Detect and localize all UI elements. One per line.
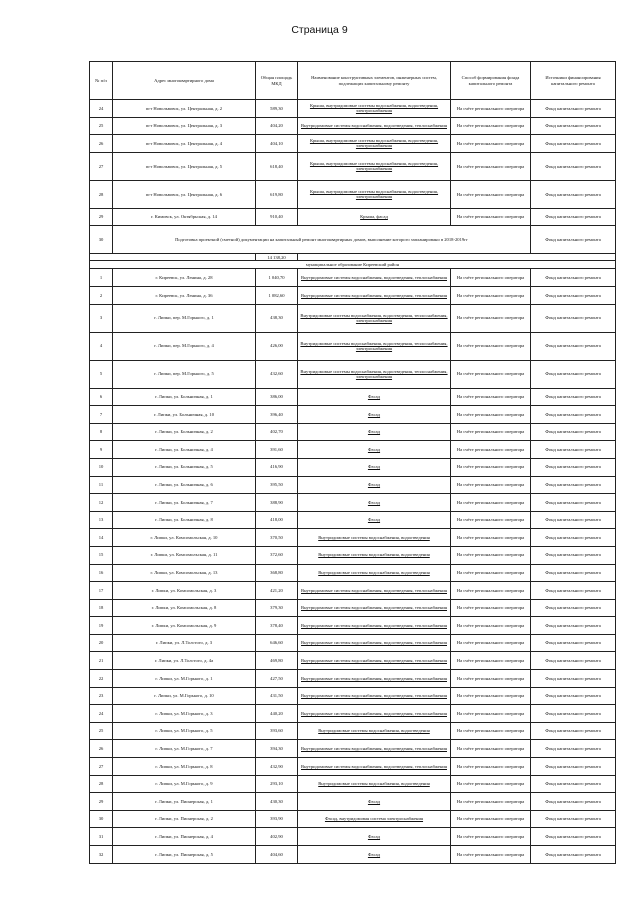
row-number: 26 [90,740,113,758]
table-row [90,441,616,459]
row-source: Фонд капитального ремонта [531,494,616,512]
row-source: Фонд капитального ремонта [531,304,616,332]
row-address: пгт Новольвовск, ул. Центральная, д. 6 [113,180,256,208]
row-number: 17 [90,582,113,600]
row-method: На счёте регионального оператора [451,529,531,547]
row-works: Фасад [298,423,451,441]
table-row [90,304,616,332]
row-source: Фонд капитального ремонта [531,775,616,793]
row-area: 378,40 [256,617,298,635]
table-row [90,269,616,287]
row-address: г. Липки, ул. Л.Толстого, д. 4а [113,652,256,670]
row-address: г. Липки, ул. Комсомольская, д. 10 [113,529,256,547]
row-area: 394,30 [256,740,298,758]
row-area: 368,80 [256,564,298,582]
row-number: 26 [90,135,113,153]
table-row [90,564,616,582]
row-address: г. Липки, ул. Комсомольская, д. 11 [113,546,256,564]
row-source: Фонд капитального ремонта [531,332,616,360]
row-area: 293,10 [256,775,298,793]
table-row [90,388,616,406]
table-row [90,135,616,153]
row-number: 27 [90,152,113,180]
row-source: Фонд капитального ремонта [531,180,616,208]
row-works: Внутридомовые системы водоснабжения, водоотведения, теплоснабжения [298,117,451,135]
row-number: 21 [90,652,113,670]
row-address: г. Киреевск, ул. Ленина, д. 36 [113,286,256,304]
table-row [90,332,616,360]
row-area: 1 040,70 [256,269,298,287]
row-source: Фонд капитального ремонта [531,360,616,388]
row-area: 427,50 [256,670,298,688]
row-source: Фонд капитального ремонта [531,617,616,635]
row-area: 393,90 [256,810,298,828]
row-method: На счёте регионального оператора [451,441,531,459]
row-area: 402,90 [256,828,298,846]
row-number: 28 [90,180,113,208]
row-number: 6 [90,388,113,406]
repair-program-table [89,61,616,864]
table-row [90,758,616,776]
row-area: 432,90 [256,758,298,776]
row-method: На счёте регионального оператора [451,117,531,135]
row-number: 23 [90,687,113,705]
row-source: Фонд капитального ремонта [531,564,616,582]
table-row [90,722,616,740]
row-source: Фонд капитального ремонта [531,226,616,254]
row-method: На счёте регионального оператора [451,740,531,758]
header-method: Способ формирования фонда капитального ремонта [451,62,531,100]
subtotal-spacer [298,254,616,261]
row-method: На счёте регионального оператора [451,286,531,304]
row-address: г. Липки, ул. М.Горького, д. 9 [113,775,256,793]
row-source: Фонд капитального ремонта [531,476,616,494]
row-method: На счёте регионального оператора [451,458,531,476]
row-area: 402,70 [256,423,298,441]
row-number: 24 [90,705,113,723]
row-method: На счёте регионального оператора [451,564,531,582]
row-number: 3 [90,304,113,332]
row-number: 8 [90,423,113,441]
table-row [90,476,616,494]
row-number: 14 [90,529,113,547]
row-number: 16 [90,564,113,582]
row-address: г. Липки, ул. М.Горького, д. 10 [113,687,256,705]
row-source: Фонд капитального ремонта [531,117,616,135]
table-row [90,286,616,304]
row-works: Внутридомовые системы водоснабжения, водоотведения [298,775,451,793]
row-number: 29 [90,793,113,811]
row-area: 430,30 [256,793,298,811]
row-source: Фонд капитального ремонта [531,740,616,758]
row-address: г. Липки, ул. Пионерская, д. 2 [113,810,256,828]
row-method: На счёте регионального оператора [451,670,531,688]
row-works: Внутридомовые системы водоснабжения, водоотведения, теплоснабжения [298,599,451,617]
row-source: Фонд капитального ремонта [531,758,616,776]
row-works: Крыша, внутридомовые системы водоснабжения, водоотведения, электроснабжения [298,100,451,118]
row-address: пгт Новольвовск, ул. Центральная, д. 5 [113,152,256,180]
row-address: г. Липки, ул. Л.Толстого, д. 3 [113,634,256,652]
row-works: Внутридомовые системы водоснабжения, водоотведения, теплоснабжения [298,269,451,287]
row-address: г. Липки, ул. Больничная, д. 7 [113,494,256,512]
page-title: Страница 9 [291,24,348,36]
table-row [90,226,616,254]
row-number: 12 [90,494,113,512]
row-source: Фонд капитального ремонта [531,529,616,547]
table-row [90,546,616,564]
row-method: На счёте регионального оператора [451,476,531,494]
row-works: Внутридомовые системы водоснабжения, водоотведения [298,722,451,740]
row-source: Фонд капитального ремонта [531,846,616,864]
row-works: Внутридомовые системы водоснабжения, водоотведения [298,564,451,582]
row-method: На счёте регионального оператора [451,758,531,776]
row-method: На счёте регионального оператора [451,208,531,226]
table-row [90,180,616,208]
header-row [90,62,616,100]
row-number: 15 [90,546,113,564]
row-source: Фонд капитального ремонта [531,546,616,564]
table-row [90,511,616,529]
row-address: г. Липки, ул. Комсомольская, д. 13 [113,564,256,582]
row-method: На счёте регионального оператора [451,494,531,512]
row-works: Крыша, фасад [298,208,451,226]
row-number: 7 [90,406,113,424]
row-area: 393,60 [256,722,298,740]
row-works: Крыша, внутридомовые системы водоснабжения, водоотведения, электроснабжения [298,135,451,153]
row-area: 404,20 [256,117,298,135]
row-area: 1 082,60 [256,286,298,304]
row-address: г. Липки, ул. Комсомольская, д. 8 [113,599,256,617]
row-source: Фонд капитального ремонта [531,687,616,705]
row-source: Фонд капитального ремонта [531,582,616,600]
row-method: На счёте регионального оператора [451,599,531,617]
row-source: Фонд капитального ремонта [531,828,616,846]
row-source: Фонд капитального ремонта [531,670,616,688]
row-works: Внутридомовые системы водоснабжения, водоотведения, теплоснабжения [298,740,451,758]
table-row [90,670,616,688]
row-source: Фонд капитального ремонта [531,269,616,287]
row-method: На счёте регионального оператора [451,388,531,406]
row-source: Фонд капитального ремонта [531,705,616,723]
row-method: На счёте регионального оператора [451,828,531,846]
row-method: На счёте регионального оператора [451,423,531,441]
row-address: г. Липки, ул. Пионерская, д. 1 [113,793,256,811]
table-row [90,529,616,547]
row-number: 24 [90,100,113,118]
row-area: 418,00 [256,511,298,529]
header-address: Адрес многоквартирного дома [113,62,256,100]
row-address: г. Липки, ул. Больничная, д. 2 [113,423,256,441]
row-works: Фасад [298,458,451,476]
table-row [90,100,616,118]
row-works: Внутридомовые системы водоснабжения, водоотведения, теплоснабжения [298,687,451,705]
row-source: Фонд капитального ремонта [531,511,616,529]
row-works: Крыша, внутридомовые системы водоснабжения, водоотведения, электроснабжения [298,152,451,180]
row-area: 910,40 [256,208,298,226]
row-address: пгт Новольвовск, ул. Центральная, д. 4 [113,135,256,153]
row-address: г. Липки, ул. Больничная, д. 5 [113,458,256,476]
row-source: Фонд капитального ремонта [531,423,616,441]
row-address: г. Липки, ул. Больничная, д. 1 [113,388,256,406]
table-row [90,793,616,811]
table-row [90,458,616,476]
table-row [90,117,616,135]
row-area: 386,00 [256,388,298,406]
table-row [90,494,616,512]
row-address: г. Липки, ул. Комсомольская, д. 9 [113,617,256,635]
header-num: № п/п [90,62,113,100]
row-source: Фонд капитального ремонта [531,152,616,180]
row-works: Внутридомовые системы водоснабжения, водоотведения, теплоснабжения [298,758,451,776]
row-works: Фасад [298,388,451,406]
row-method: На счёте регионального оператора [451,406,531,424]
row-method: На счёте регионального оператора [451,705,531,723]
row-area: 370,50 [256,529,298,547]
row-address: г. Липки, ул. М.Горького, д. 1 [113,670,256,688]
row-source: Фонд капитального ремонта [531,388,616,406]
row-area: 646,60 [256,634,298,652]
table-row [90,846,616,864]
row-works: Внутридомовые системы водоснабжения, водоотведения, теплоснабжения, электроснабжения [298,304,451,332]
row-works: Крыша, внутридомовые системы водоснабжения, водоотведения, электроснабжения [298,180,451,208]
row-area: 440,20 [256,705,298,723]
row-area: 619,80 [256,180,298,208]
row-area: 432,60 [256,360,298,388]
row-address: г. Липки, ул. М.Горького, д. 5 [113,722,256,740]
row-area: 438,30 [256,304,298,332]
row-number: 18 [90,599,113,617]
row-number: 31 [90,828,113,846]
row-number: 20 [90,634,113,652]
row-area: 426,00 [256,332,298,360]
row-number: 13 [90,511,113,529]
row-source: Фонд капитального ремонта [531,406,616,424]
row-area: 391,60 [256,441,298,459]
row-method: На счёте регионального оператора [451,511,531,529]
subtotal-row [90,254,616,261]
table-row [90,423,616,441]
table-row [90,208,616,226]
table-row [90,687,616,705]
row-number: 28 [90,775,113,793]
row-source: Фонд капитального ремонта [531,722,616,740]
row-area: 404,10 [256,135,298,153]
row-number: 4 [90,332,113,360]
row-address: пгт Новольвовск, ул. Центральная, д. 2 [113,100,256,118]
row-method: На счёте регионального оператора [451,722,531,740]
table-row [90,406,616,424]
row-address: г. Липки, ул. Пионерская, д. 4 [113,828,256,846]
row-area: 416,90 [256,458,298,476]
row-address: г. Липки, ул. Пионерская, д. 5 [113,846,256,864]
row-works: Внутридомовые системы водоснабжения, водоотведения, теплоснабжения, электроснабжения [298,360,451,388]
row-method: На счёте регионального оператора [451,546,531,564]
row-address: г. Липки, ул. М.Горького, д. 8 [113,758,256,776]
row-method: На счёте регионального оператора [451,652,531,670]
table-row [90,617,616,635]
row-number: 9 [90,441,113,459]
row-method: На счёте регионального оператора [451,332,531,360]
row-works: Внутридомовые системы водоснабжения, водоотведения, теплоснабжения [298,617,451,635]
row-works: Фасад [298,793,451,811]
row-works: Внутридомовые системы водоснабжения, водоотведения, теплоснабжения [298,634,451,652]
row-address: г. Липки, ул. Комсомольская, д. 3 [113,582,256,600]
row-source: Фонд капитального ремонта [531,458,616,476]
row-address: г. Липки, пер. М.Горького, д. 1 [113,304,256,332]
row-source: Фонд капитального ремонта [531,634,616,652]
row-area: 431,50 [256,687,298,705]
row-number: 29 [90,208,113,226]
row-method: На счёте регионального оператора [451,582,531,600]
row-works: Фасад [298,406,451,424]
row-number: 5 [90,360,113,388]
row-area: 395,50 [256,476,298,494]
row-number: 22 [90,670,113,688]
row-works: Внутридомовые системы водоснабжения, водоотведения, теплоснабжения [298,705,451,723]
row-number: 25 [90,722,113,740]
row-address: г. Липки, ул. Больничная, д. 4 [113,441,256,459]
row-works: Фасад [298,846,451,864]
row-method: На счёте регионального оператора [451,100,531,118]
row-number: 25 [90,117,113,135]
row-area: 589,30 [256,100,298,118]
section-title: муниципальное образование Киреевский район [90,261,616,269]
row-number: 19 [90,617,113,635]
header-source: Источники финансирования капитального ремонта [531,62,616,100]
row-method: На счёте регионального оператора [451,617,531,635]
row-number: 10 [90,458,113,476]
row-works: Внутридомовые системы водоснабжения, водоотведения, теплоснабжения [298,652,451,670]
row-works: Фасад [298,494,451,512]
table-body [90,62,616,864]
row-address: г. Липки, ул. Больничная, д. 10 [113,406,256,424]
row-method: На счёте регионального оператора [451,810,531,828]
row-method: На счёте регионального оператора [451,152,531,180]
row-source: Фонд капитального ремонта [531,810,616,828]
subtotal-value: 14 138,20 [256,254,298,261]
header-area: Общая площадь МКД [256,62,298,100]
table-row [90,599,616,617]
row-works: Фасад [298,441,451,459]
row-method: На счёте регионального оператора [451,304,531,332]
row-source: Фонд капитального ремонта [531,652,616,670]
row-works: Фасад [298,511,451,529]
row-area: 396,40 [256,406,298,424]
row-number: 30 [90,810,113,828]
row-description: Подготовка проектной (сметной) документации на капитальный ремонт многоквартирных домов, выполнение которого запланировано в 2018-2019гг [113,226,531,254]
row-source: Фонд капитального ремонта [531,208,616,226]
row-area: 372,60 [256,546,298,564]
table-row [90,740,616,758]
row-address: г. Липки, ул. М.Горького, д. 3 [113,705,256,723]
row-method: На счёте регионального оператора [451,269,531,287]
row-address: пгт Новольвовск, ул. Центральная, д. 3 [113,117,256,135]
row-method: На счёте регионального оператора [451,793,531,811]
row-area: 469,80 [256,652,298,670]
table-row [90,810,616,828]
row-area: 618,40 [256,152,298,180]
row-method: На счёте регионального оператора [451,775,531,793]
row-address: г. Липки, ул. Больничная, д. 6 [113,476,256,494]
row-area: 379,30 [256,599,298,617]
row-works: Внутридомовые системы водоснабжения, водоотведения, теплоснабжения [298,582,451,600]
table-row [90,634,616,652]
header-works: Наименование конструктивных элементов, инженерных систем, подлежащих капитальному ремонту [298,62,451,100]
row-address: г. Липки, ул. Больничная, д. 8 [113,511,256,529]
row-number: 1 [90,269,113,287]
row-address: г. Липки, ул. М.Горького, д. 7 [113,740,256,758]
row-source: Фонд капитального ремонта [531,793,616,811]
table-row [90,360,616,388]
table-row [90,775,616,793]
row-number: 30 [90,226,113,254]
row-works: Фасад [298,828,451,846]
row-method: На счёте регионального оператора [451,180,531,208]
row-source: Фонд капитального ремонта [531,599,616,617]
row-method: На счёте регионального оператора [451,135,531,153]
row-number: 32 [90,846,113,864]
row-method: На счёте регионального оператора [451,360,531,388]
row-number: 2 [90,286,113,304]
row-area: 388,90 [256,494,298,512]
row-address: г. Кимовск, ул. Октябрьская, д. 14 [113,208,256,226]
row-number: 11 [90,476,113,494]
row-source: Фонд капитального ремонта [531,286,616,304]
table-row [90,828,616,846]
subtotal-spacer [90,254,256,261]
row-address: г. Липки, пер. М.Горького, д. 4 [113,332,256,360]
row-works: Внутридомовые системы водоснабжения, водоотведения [298,529,451,547]
row-works: Внутридомовые системы водоснабжения, водоотведения, теплоснабжения, электроснабжения [298,332,451,360]
row-method: На счёте регионального оператора [451,634,531,652]
table-row [90,582,616,600]
table-row [90,152,616,180]
row-works: Внутридомовые системы водоснабжения, водоотведения, теплоснабжения [298,670,451,688]
table-row [90,705,616,723]
row-works: Внутридомовые системы водоснабжения, водоотведения [298,546,451,564]
row-area: 404,60 [256,846,298,864]
row-method: На счёте регионального оператора [451,687,531,705]
row-works: Фасад [298,476,451,494]
row-source: Фонд капитального ремонта [531,100,616,118]
section-row [90,261,616,269]
row-source: Фонд капитального ремонта [531,441,616,459]
row-area: 421,20 [256,582,298,600]
row-address: г. Киреевск, ул. Ленина, д. 28 [113,269,256,287]
row-method: На счёте регионального оператора [451,846,531,864]
row-address: г. Липки, пер. М.Горького, д. 5 [113,360,256,388]
row-works: Фасад, внутридомовая система электроснабжения [298,810,451,828]
row-works: Внутридомовые системы водоснабжения, водоотведения, теплоснабжения [298,286,451,304]
row-source: Фонд капитального ремонта [531,135,616,153]
row-number: 27 [90,758,113,776]
table-row [90,652,616,670]
